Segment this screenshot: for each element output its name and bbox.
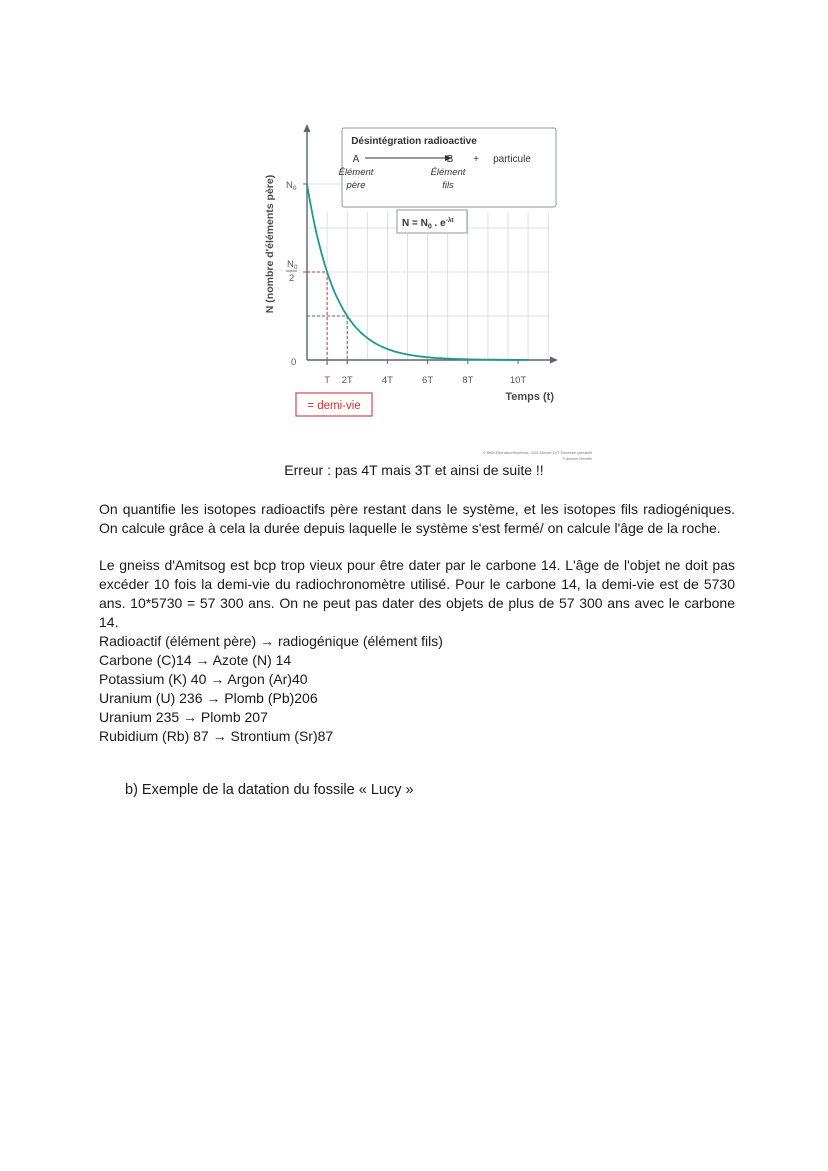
x-axis-arrow: [550, 357, 558, 364]
half-life-label: = demi-vie: [307, 400, 361, 412]
parent-element-label-2: père: [346, 180, 366, 191]
particle-label: particule: [493, 154, 531, 165]
x-tick-label: 2T: [341, 375, 353, 386]
x-tick-label: 8T: [462, 375, 474, 386]
daughter-element-label-2: fils: [442, 180, 454, 191]
paragraph-isotopes: On quantifie les isotopes radioactifs père restant dans le système, et les isotopes fils radiogéniques. On calcule grâce à cela la durée depuis laquelle le système s'est fermé/ on calcule l'âge de la roche.: [99, 501, 735, 536]
radioactive-decay-chart: [250, 120, 600, 465]
x-tick-labels: [324, 360, 526, 386]
list-item: Uranium (U) 236 → Plomb (Pb)206: [99, 690, 318, 706]
isotope-pairs-list: [99, 632, 443, 746]
paragraph-carbon14: Le gneiss d'Amitsog est bcp trop vieux pour être dater par le carbone 14. L'âge de l'objet ne doit pas excéder 10 fois la demi-vie du radiochronomètre utilisé. Pour le carbone 14, la demi-vie est de 5730 ans. 10*5730 = 57 300 ans. On ne peut pas dater des objets de plus de 57 300 ans avec le carbone 14.: [99, 557, 735, 630]
x-tick-label: T: [324, 375, 331, 386]
figure-caption: Erreur : pas 4T mais 3T et ainsi de suite !!: [284, 462, 544, 478]
y-tick-half-subscript: 0: [293, 264, 298, 271]
parent-element-label-1: Élément: [338, 167, 374, 178]
copyright-line-1: © Belin Éducation/Humensis, 2020 Manuel SVT Terminale spécialité: [483, 451, 592, 455]
x-tick-label: 4T: [381, 375, 393, 386]
y-axis-arrow: [304, 124, 311, 132]
list-item: Uranium 235 → Plomb 207: [99, 709, 268, 725]
y-axis-label: N (nombre d'éléments père): [264, 174, 276, 314]
daughter-element-label-1: Élément: [430, 167, 466, 178]
copyright-line-2: © Antoine Pemelle: [562, 457, 592, 461]
chart-title: Désintégration radioactive: [351, 136, 477, 147]
x-axis-label: Temps (t): [505, 391, 554, 403]
y-tick-half-numerator: $N_0$: [287, 259, 298, 271]
list-item: Carbone (C)14 → Azote (N) 14: [99, 652, 292, 668]
y-tick-label-n0: $N_0$: [286, 180, 297, 192]
x-tick-label: 6T: [422, 375, 434, 386]
list-item: Rubidium (Rb) 87 → Strontium (Sr)87: [99, 728, 334, 744]
y-tick-half-denominator: 2: [289, 273, 295, 284]
list-item: Radioactif (élément père) → radiogénique (élément fils): [99, 633, 443, 649]
parent-symbol: A: [352, 154, 360, 165]
section-heading-lucy: b) Exemple de la datation du fossile « Lucy »: [125, 782, 414, 798]
x-tick-label: 10T: [509, 375, 527, 386]
daughter-symbol: B: [446, 154, 454, 165]
decay-formula: $N = N_0$ . $e^{-\lambda t}$: [402, 217, 454, 231]
y-tick-label-half: [286, 259, 307, 284]
y-tick-label-zero: 0: [291, 357, 297, 368]
list-item: Potassium (K) 40 → Argon (Ar)40: [99, 671, 308, 687]
plus-sign: +: [473, 154, 479, 165]
